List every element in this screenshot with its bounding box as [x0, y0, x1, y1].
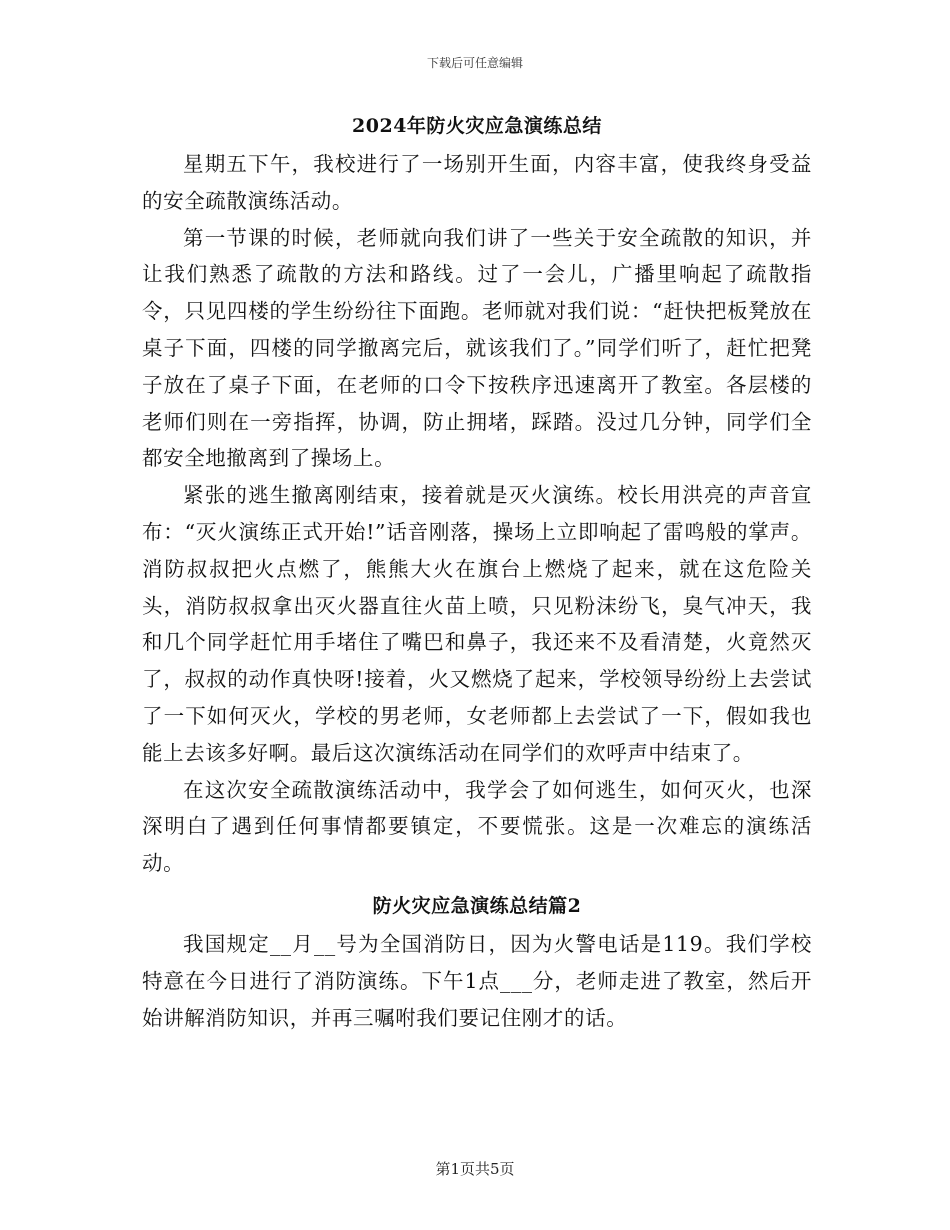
section2-paragraph: 我国规定__月__号为全国消防日，因为火警电话是119。我们学校特意在今日进行了消防演练。下午1点___分，老师走进了教室，然后开始讲解消防知识，并再三嘱咐我们要记住刚才的话。	[142, 931, 812, 1030]
paragraph-conclusion: 在这次安全疏散演练活动中，我学会了如何逃生，如何灭火，也深深明白了遇到任何事情都要镇定，不要慌张。这是一次难忘的演练活动。	[142, 777, 812, 876]
paragraph-intro: 星期五下午，我校进行了一场别开生面，内容丰富，使我终身受益的安全疏散演练活动。	[142, 152, 812, 213]
paragraph-evacuation: 第一节课的时候，老师就向我们讲了一些关于安全疏散的知识，并让我们熟悉了疏散的方法和路线。过了一会儿，广播里响起了疏散指令，只见四楼的学生纷纷往下面跑。老师就对我们说：“赶快把板凳放在桌子下面，四楼的同学撤离完后，就该我们了。”同学们听了，赶忙把凳子放在了桌子下面，在老师的口令下按秩序迅速离开了教室。各层楼的老师们则在一旁指挥，协调，防止拥堵，踩踏。没过几分钟，同学们全都安全地撤离到了操场上。	[142, 225, 812, 471]
paragraph-fire-drill: 紧张的逃生撤离刚结束，接着就是灭火演练。校长用洪亮的声音宣布：“灭火演练正式开始!”话音刚落，操场上立即响起了雷鸣般的掌声。消防叔叔把火点燃了，熊熊大火在旗台上燃烧了起来，就在这危险关头，消防叔叔拿出灭火器直往火苗上喷，只见粉沫纷飞，臭气冲天，我和几个同学赶忙用手堵住了嘴巴和鼻子，我还来不及看清楚，火竟然灭了，叔叔的动作真快呀!接着，火又燃烧了起来，学校领导纷纷上去尝试了一下如何灭火，学校的男老师，女老师都上去尝试了一下，假如我也能上去该多好啊。最后这次演练活动在同学们的欢呼声中结束了。	[142, 483, 812, 765]
header-note: 下载后可任意编辑	[426, 56, 523, 70]
document-title: 2024年防火灾应急演练总结	[352, 115, 602, 137]
page-number: 第1页共5页	[435, 1160, 515, 1178]
section2-title: 防火灾应急演练总结篇2	[372, 894, 582, 917]
document-body	[142, 108, 812, 1036]
